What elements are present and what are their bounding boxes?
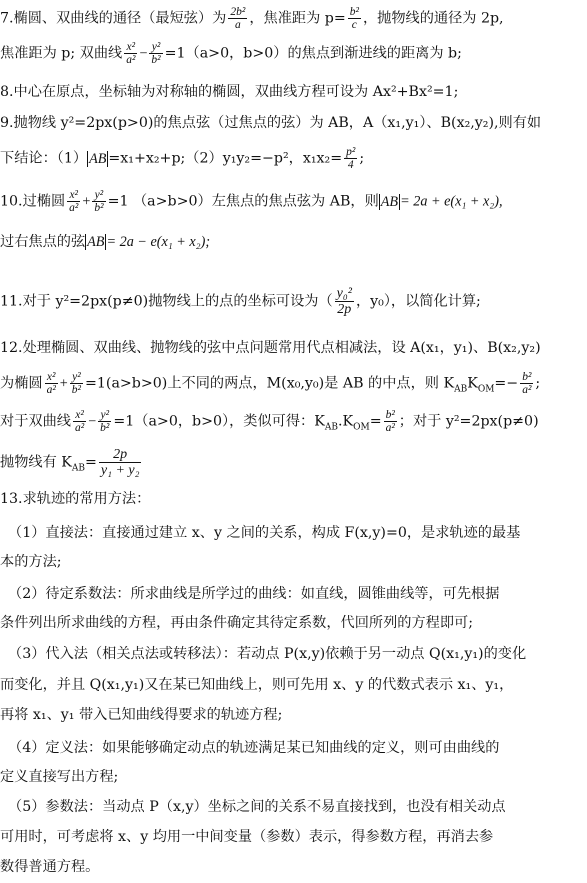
fraction: $\frac{\text{x²}}{\text{a²}}$ <box>74 409 85 434</box>
method-3-line-3: 再将 x₁、y₁ 带入已知曲线得要求的轨迹方程; <box>0 707 283 723</box>
fraction: $\frac{\text{b²}}{\text{a²}}$ <box>385 409 395 434</box>
fraction: $\frac{\text{b²}}{\text{a²}}$ <box>522 371 532 396</box>
text: 10.过椭圆 <box>0 193 66 210</box>
method-5-line-3: 数得普通方程。 <box>0 859 100 875</box>
fraction: $\frac{2p}{\text{y₁ + y₂}}$ <box>100 447 140 478</box>
text: 对于双曲线 <box>0 413 71 430</box>
method-4-line-2: 定义直接写出方程; <box>0 769 119 785</box>
fraction: $\frac{\text{y²}}{\text{b²}}$ <box>151 41 161 66</box>
item-12-line-3: 对于双曲线 $\frac{\text{x²}}{\text{a²}}$ − $\frac{\text{y²}}{\text{b²}}$ =1（a>0，b>0），类似可得：$K_{AB}.K_{OM}=$ $\frac{\text{b²}}{\text{a²}}$ ；对于 y²=2px(p≠0) <box>0 409 539 434</box>
item-13-title: 13.求轨迹的常用方法： <box>0 491 151 507</box>
method-2-line-1: （2）待定系数法：所求曲线是所学过的曲线：如直线，圆锥曲线等，可先根据 <box>8 586 500 602</box>
item-12-line-1: 12.处理椭圆、双曲线、抛物线的弦中点问题常用代点相减法，设 A(x₁，y₁)、B(x₂,y₂) <box>0 340 541 356</box>
item-10-line-1: 10.过椭圆 $\frac{\text{x²}}{\text{a²}}$ + $\frac{\text{y²}}{\text{b²}}$ =1 （a>b>0）左焦点的焦点弦为 AB，则 AB = 2a + e(x₁ + x₂), <box>0 189 503 214</box>
text: 7.椭圆、双曲线的通径（最短弦）为 <box>0 10 227 27</box>
abs-ab: AB <box>380 193 399 210</box>
item-9-line-2 <box>0 146 587 171</box>
fraction: $\frac{\text{2b²}}{a}$ <box>230 6 246 31</box>
method-5-line-2: 可用时，可考虑将 x、y 均用一中间变量（参数）表示，得参数方程，再消去参 <box>0 829 494 845</box>
fraction: $\frac{\text{x²}}{\text{a²}}$ <box>46 371 56 396</box>
formula: = 2a + e(x₁ + x₂), <box>400 193 503 210</box>
item-12-line-2: 为椭圆 $\frac{\text{x²}}{\text{a²}}$ + $\frac{\text{y²}}{\text{b²}}$ =1(a>b>0)上不同的两点，M(x₀,y₀)是 AB 的中点，则 $K_{AB}K_{OM}=-$ $\frac{\text{b²}}{\text{a²}}$ ; <box>0 371 541 396</box>
text: 过右焦点的弦 <box>0 234 86 250</box>
item-10-line-2 <box>0 232 587 252</box>
text: =1(a>b>0)上不同的两点，M(x₀,y₀)是 AB 的中点，则 K <box>85 375 455 392</box>
abs-ab: AB <box>87 234 105 250</box>
item-7-line-1 <box>0 6 587 31</box>
text: ，焦准距为 p= <box>249 10 346 27</box>
abs-ab: AB <box>89 150 107 167</box>
item-12-line-4: 抛物线有 $K_{AB}=$ $\frac{2p}{\text{y₁ + y₂}}$ <box>0 447 140 478</box>
text: ; <box>359 150 365 167</box>
method-1-line-2: 本的方法; <box>0 554 62 570</box>
text: 下结论：（1） <box>0 150 88 167</box>
text: 焦准距为 p; 双曲线 <box>0 45 123 62</box>
text: 为椭圆 <box>0 375 43 392</box>
method-2-line-2: 条件列出所求曲线的方程，再由条件确定其待定系数，代回所列的方程即可; <box>0 615 473 631</box>
text: 抛物线有 K <box>0 454 72 471</box>
fraction: $\frac{\text{x²}}{\text{a²}}$ <box>126 41 136 66</box>
text: ，y₀），以简化计算; <box>355 293 481 310</box>
method-5-line-1: （5）参数法：当动点 P（x,y）坐标之间的关系不易直接找到，也没有相关动点 <box>8 799 506 815</box>
item-8: 8.中心在原点，坐标轴为对称轴的椭圆，双曲线方程可设为 Ax²+Bx²=1; <box>0 84 459 100</box>
fraction: $\frac{\text{b²}}{c}$ <box>349 6 359 31</box>
fraction: $\frac{\text{y²}}{\text{b²}}$ <box>100 409 110 434</box>
fraction: $\frac{\text{y²}}{\text{b²}}$ <box>94 189 104 214</box>
fraction: $\frac{\text{y²}}{\text{b²}}$ <box>71 371 81 396</box>
formula: = 2a − e(x₁ + x₂); <box>106 234 211 250</box>
text: =1（a>0，b>0），类似可得：K <box>113 413 325 430</box>
method-3-line-2: 而变化，并且 Q(x₁,y₁)又在某已知曲线上，则可先用 x、y 的代数式表示 x₁、y₁， <box>0 677 514 693</box>
text: =x₁+x₂+p;（2）y₁y₂=−p²，x₁x₂= <box>108 150 343 167</box>
method-1-line-1: （1）直接法：直接通过建立 x、y 之间的关系，构成 F(x,y)=0，是求轨迹的最基 <box>8 525 521 541</box>
fraction: $\frac{\text{x²}}{\text{a²}}$ <box>69 189 79 214</box>
method-4-line-1: （4）定义法：如果能够确定动点的轨迹满足某已知曲线的定义，则可由曲线的 <box>8 740 500 756</box>
text: ，抛物线的通径为 2p, <box>362 10 504 27</box>
text: 11.对于 y²=2px(p≠0)抛物线上的点的坐标可设为（ <box>0 293 333 310</box>
item-7-line-2: 焦准距为 p; 双曲线 $\frac{\text{x²}}{\text{a²}}$ − $\frac{\text{y²}}{\text{b²}}$ =1（a>0，b>0）的焦点到渐进线的距离为 b; <box>0 41 462 66</box>
fraction: $\frac{\text{y₀²}}{2p}$ <box>336 286 352 317</box>
text: =1（a>0，b>0）的焦点到渐进线的距离为 b; <box>164 45 462 62</box>
fraction: $\frac{\text{p²}}{4}$ <box>346 146 356 171</box>
method-3-line-1: （3）代入法（相关点法或转移法）：若动点 P(x,y)依赖于另一动点 Q(x₁,y₁)的变化 <box>8 646 527 662</box>
text: =1 （a>b>0）左焦点的焦点弦为 AB，则 <box>107 193 379 210</box>
item-11 <box>0 286 587 317</box>
item-9-line-1: 9.抛物线 y²=2px(p>0)的焦点弦（过焦点的弦）为 AB，A（x₁,y₁）、B(x₂,y₂),则有如 <box>0 115 542 131</box>
